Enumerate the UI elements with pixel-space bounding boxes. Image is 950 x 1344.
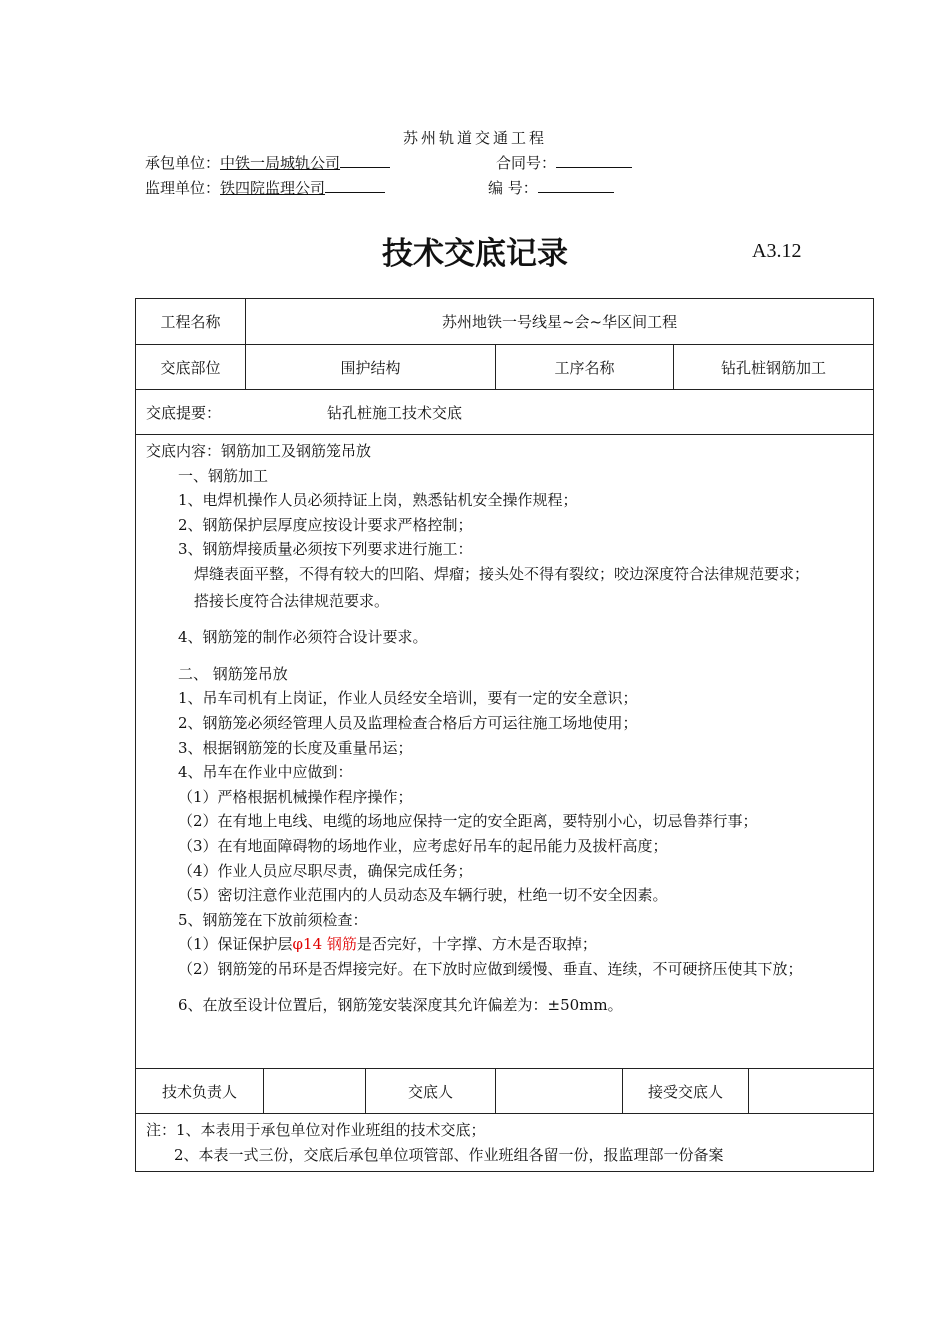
contractor-label: 承包单位： xyxy=(145,154,221,172)
section-1-item-4: 4、钢筋笼的制作必须符合设计要求。 xyxy=(178,628,428,647)
section-1-item-2: 2、钢筋保护层厚度应按设计要求严格控制； xyxy=(178,515,473,534)
section-2-item-4-2: （2）在有地上电线、电缆的场地应保持一定的安全距离，要特别小心，切忌鲁莽行事； xyxy=(178,812,758,831)
supervisor-line xyxy=(145,177,385,198)
supervisor-blank xyxy=(325,177,385,193)
content-heading: 交底内容：钢筋加工及钢筋笼吊放 xyxy=(146,442,372,460)
contract-no-label: 合同号： xyxy=(496,154,557,172)
content-cell xyxy=(136,435,874,1069)
section-2-item-4-4: （4）作业人员应尽职尽责，确保完成任务； xyxy=(178,861,473,880)
section-1-item-3: 3、钢筋焊接质量必须按下列要求进行施工： xyxy=(178,540,473,559)
supervisor-label: 监理单位： xyxy=(145,179,221,197)
supervisor-value: 铁四院监理公司 xyxy=(220,179,326,197)
receiver-signature xyxy=(749,1069,874,1114)
part-value: 围护结构 xyxy=(246,345,496,390)
summary-row xyxy=(136,390,874,435)
section-2-item-5: 5、钢筋笼在下放前须检查： xyxy=(178,910,368,929)
project-title: 苏州轨道交通工程 xyxy=(402,129,547,147)
item-5-1-highlight: φ14 钢筋 xyxy=(292,935,357,954)
project-name-label: 工程名称 xyxy=(136,299,246,345)
note-2: 2、本表一式三份，交底后承包单位项管部、作业班组各留一份，报监理部一份备案 xyxy=(174,1145,724,1164)
section-2-item-4-3: （3）在有地面障碍物的场地作业，应考虑好吊车的起吊能力及拔杆高度； xyxy=(178,836,668,855)
section-2-item-5-2: （2）钢筋笼的吊环是否焊接完好。在下放时应做到缓慢、垂直、连续，不可硬挤压使其下放； xyxy=(178,959,803,978)
contractor-blank xyxy=(340,152,390,168)
section-2-item-3: 3、根据钢筋笼的长度及重量吊运； xyxy=(178,738,413,757)
record-table xyxy=(135,298,874,1172)
section-1-item-3b: 搭接长度符合法律规范要求。 xyxy=(194,591,390,610)
summary-label: 交底提要： xyxy=(146,403,222,422)
serial-no-blank xyxy=(538,177,614,193)
serial-no-label: 编 号： xyxy=(488,179,538,197)
item-5-1-suffix: 是否完好，十字撑、方木是否取掉； xyxy=(356,935,597,954)
section-2-title: 二、 钢筋笼吊放 xyxy=(178,664,288,683)
section-2-item-6: 6、在放至设计位置后，钢筋笼安装深度其允许偏差为：±50mm。 xyxy=(178,996,623,1015)
contract-no-line xyxy=(496,152,632,173)
section-1-item-3a: 焊缝表面平整，不得有较大的凹陷、焊瘤；接头处不得有裂纹；咬边深度符合法律规范要求； xyxy=(194,564,810,583)
document-title: 技术交底记录 xyxy=(382,236,568,272)
part-label: 交底部位 xyxy=(136,345,246,390)
process-value: 钻孔桩钢筋加工 xyxy=(674,345,874,390)
contractor-value: 中铁一局城轨公司 xyxy=(220,154,341,172)
form-code: A3.12 xyxy=(752,240,802,262)
contract-no-blank xyxy=(556,152,632,168)
project-name-value: 苏州地铁一号线星~会~华区间工程 xyxy=(246,299,874,345)
discloser-label: 交底人 xyxy=(366,1069,496,1114)
section-2-item-4: 4、吊车在作业中应做到： xyxy=(178,763,353,782)
process-label: 工序名称 xyxy=(496,345,674,390)
section-1-item-1: 1、电焊机操作人员必须持证上岗，熟悉钻机安全操作规程； xyxy=(178,491,578,510)
discloser-signature xyxy=(496,1069,623,1114)
section-2-item-4-5: （5）密切注意作业范围内的人员动态及车辆行驶，杜绝一切不安全因素。 xyxy=(178,886,668,905)
section-2-item-4-1: （1）严格根据机械操作程序操作； xyxy=(178,787,413,806)
serial-no-line xyxy=(488,177,614,198)
item-5-1-prefix: （1）保证保护层 xyxy=(178,935,293,954)
tech-lead-label: 技术负责人 xyxy=(136,1069,264,1114)
note-1: 注：1、本表用于承包单位对作业班组的技术交底； xyxy=(146,1121,486,1139)
receiver-label: 接受交底人 xyxy=(623,1069,749,1114)
contractor-line xyxy=(145,152,390,173)
section-2-item-1: 1、吊车司机有上岗证，作业人员经安全培训，要有一定的安全意识； xyxy=(178,689,638,708)
notes-cell xyxy=(136,1114,874,1172)
section-2-item-5-1 xyxy=(146,932,865,957)
section-2-item-2: 2、钢筋笼必须经管理人员及监理检查合格后方可运往施工场地使用； xyxy=(178,713,638,732)
tech-lead-signature xyxy=(264,1069,366,1114)
section-1-title: 一、钢筋加工 xyxy=(178,466,269,485)
summary-value: 钻孔桩施工技术交底 xyxy=(327,403,463,422)
